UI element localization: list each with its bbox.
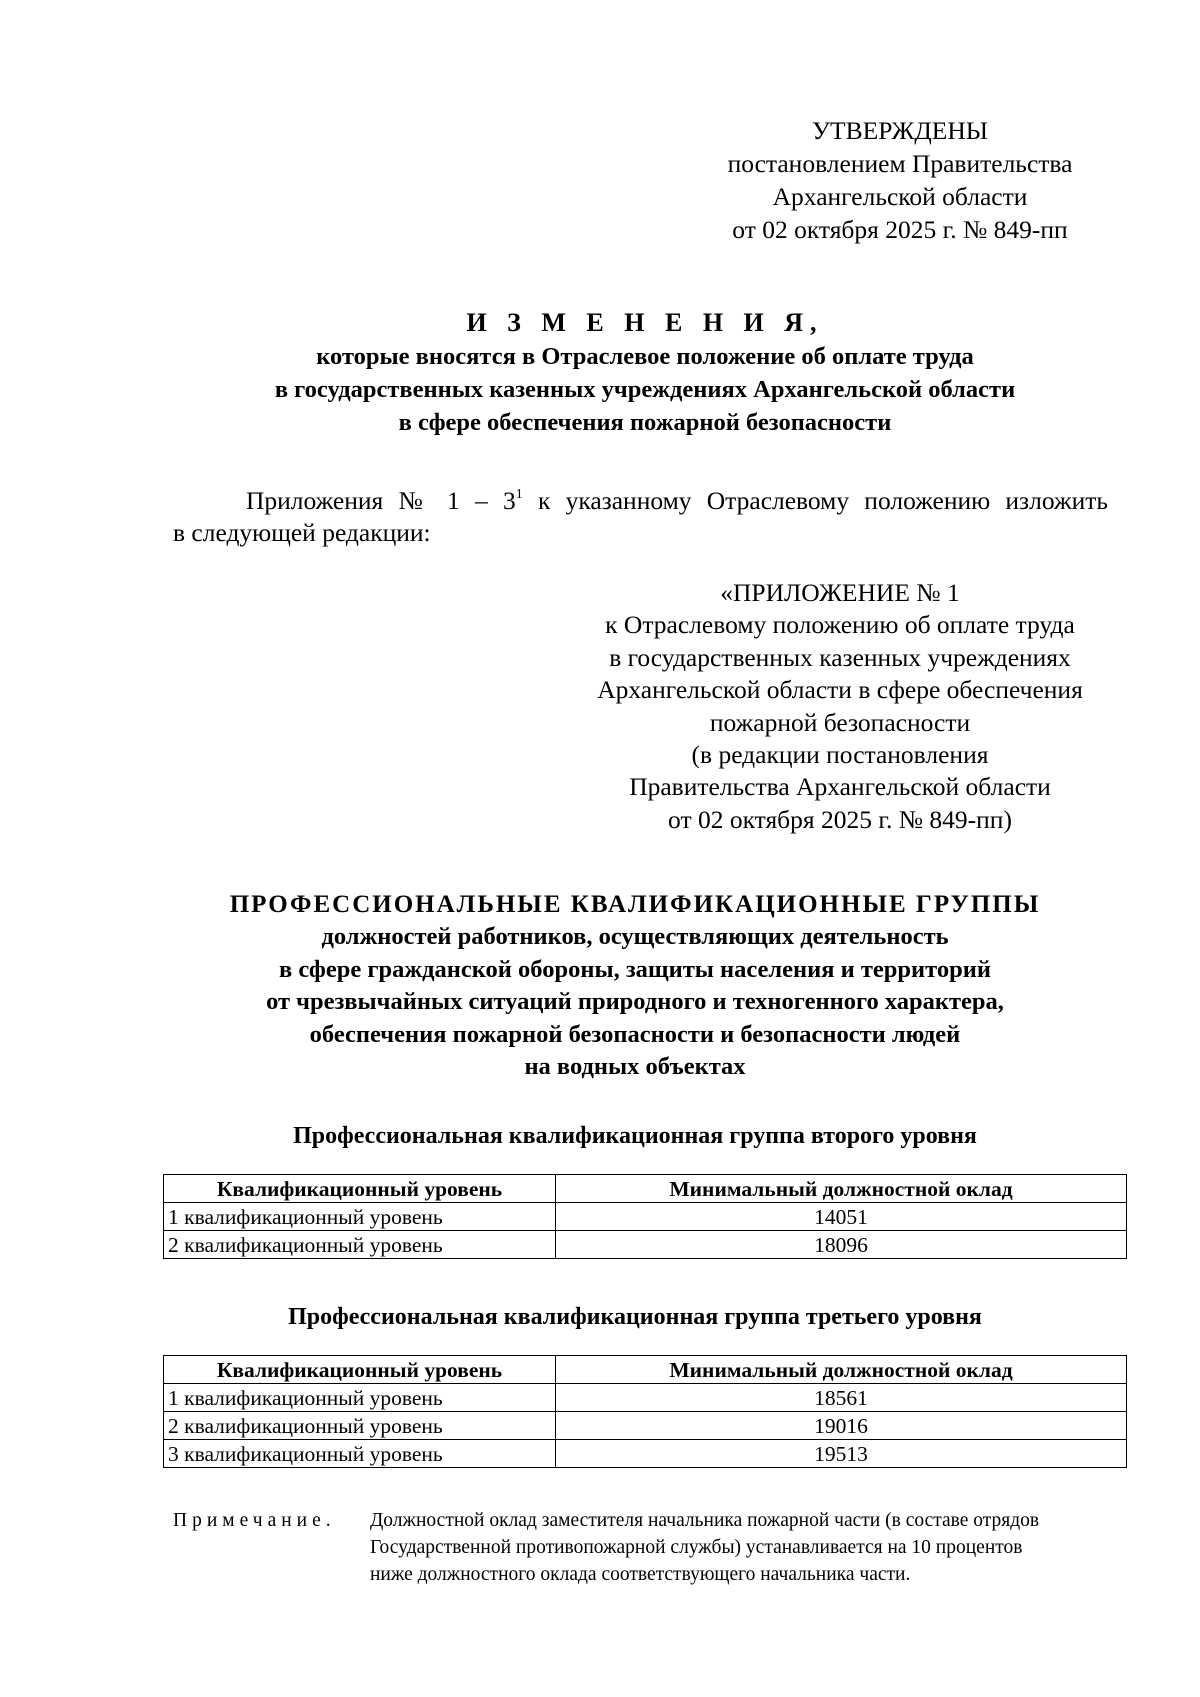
salary-cell: 18561 — [556, 1384, 1127, 1412]
annex-line: в государственных казенных учреждениях — [609, 642, 1071, 672]
level-cell: 1 квалификационный уровень — [164, 1203, 556, 1231]
changes-heading: И З М Е Н Е Н И Я, — [466, 308, 824, 337]
intro-text: к указанному Отраслевому положению изложить — [522, 486, 1108, 515]
pkg-subtitle-line: в сфере гражданской обороны, защиты населения и территорий — [278, 955, 991, 983]
header-salary: Минимальный должностной оклад — [556, 1175, 1127, 1203]
group-2-table — [163, 1174, 1127, 1259]
changes-subtitle-line: которые вносятся в Отраслевое положение об оплате труда — [316, 343, 974, 370]
approval-block — [680, 114, 1120, 246]
approval-line: Архангельской области — [772, 182, 1028, 211]
pkg-title-block — [110, 888, 1160, 1084]
level-cell: 1 квалификационный уровень — [164, 1384, 556, 1412]
intro-line-1 — [173, 485, 1108, 517]
annex-line: к Отраслевому положению об оплате труда — [605, 610, 1075, 640]
salary-cell: 14051 — [556, 1203, 1127, 1231]
table-row — [164, 1412, 1127, 1440]
annex-line: (в редакции постановления — [691, 740, 989, 770]
annex-line: Архангельской области в сфере обеспечения — [597, 675, 1083, 705]
salary-cell: 19513 — [556, 1440, 1127, 1468]
table-row — [164, 1203, 1127, 1231]
header-level: Квалификационный уровень — [164, 1356, 556, 1384]
approval-line: УТВЕРЖДЕНЫ — [812, 116, 988, 145]
group-3-title: Профессиональная квалификационная группа третьего уровня — [288, 1304, 982, 1330]
annex-line: пожарной безопасности — [709, 707, 971, 737]
annex-line: «ПРИЛОЖЕНИЕ № 1 — [720, 578, 960, 607]
note-line: Государственной противопожарной службы) устанавливается на 10 процентов — [370, 1537, 1023, 1558]
approval-line: от 02 октября 2025 г. № 849-пп — [732, 215, 1068, 244]
note-line: ниже должностного оклада соответствующего начальника части. — [370, 1564, 911, 1585]
table-header-row — [164, 1175, 1127, 1203]
intro-superscript: 1 — [515, 487, 523, 502]
pkg-subtitle-line: от чрезвычайных ситуаций природного и техногенного характера, — [266, 988, 1004, 1015]
table-header-row — [164, 1356, 1127, 1384]
header-level: Квалификационный уровень — [164, 1175, 556, 1203]
pkg-subtitle-line: на водных объектах — [524, 1053, 746, 1080]
level-cell: 2 квалификационный уровень — [164, 1231, 556, 1259]
annex-line: от 02 октября 2025 г. № 849-пп) — [668, 804, 1012, 834]
salary-cell: 19016 — [556, 1412, 1127, 1440]
level-cell: 3 квалификационный уровень — [164, 1440, 556, 1468]
header-salary: Минимальный должностной оклад — [556, 1356, 1127, 1384]
intro-paragraph — [173, 485, 1108, 549]
changes-subtitle-line: в государственных казенных учреждениях Архангельской области — [274, 376, 1016, 403]
approval-line: постановлением Правительства — [727, 149, 1073, 178]
changes-title-block — [120, 306, 1170, 439]
intro-line-2: в следующей редакции: — [173, 518, 431, 547]
table-row — [164, 1231, 1127, 1259]
annex-line: Правительства Архангельской области — [629, 772, 1051, 802]
level-cell: 2 квалификационный уровень — [164, 1412, 556, 1440]
group-2-title: Профессиональная квалификационная группа второго уровня — [293, 1123, 977, 1149]
note-text — [370, 1507, 1140, 1588]
pkg-title: ПРОФЕССИОНАЛЬНЫЕ КВАЛИФИКАЦИОННЫЕ ГРУППЫ — [229, 891, 1041, 918]
table-row — [164, 1440, 1127, 1468]
pkg-subtitle-line: должностей работников, осуществляющих деятельность — [321, 923, 949, 950]
group-3-table — [163, 1355, 1127, 1468]
salary-cell: 18096 — [556, 1231, 1127, 1259]
table-row — [164, 1384, 1127, 1412]
note-line: Должностной оклад заместителя начальника пожарной части (в составе отрядов — [370, 1510, 1040, 1531]
pkg-subtitle-line: обеспечения пожарной безопасности и безопасности людей — [309, 1020, 961, 1048]
annex-block — [555, 577, 1125, 836]
intro-text: Приложения № 1 – 3 — [246, 486, 516, 515]
changes-subtitle-line: в сфере обеспечения пожарной безопасности — [398, 409, 892, 436]
note-label: Примечание. — [173, 1510, 336, 1531]
